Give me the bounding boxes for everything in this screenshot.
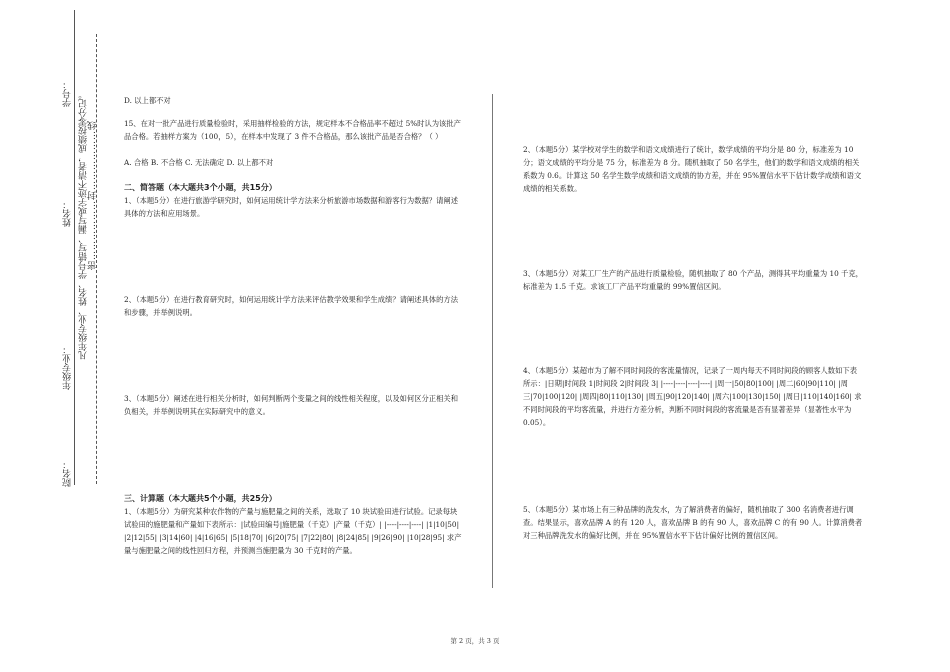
calc-question-4: 4、（本题5分）某超市为了解不同时间段的客流量情况，记录了一周内每天不同时间段的顾客人数如下表所示：|日期|时间段 1|时间段 2|时间段 3| |----|----|----|----| |周一|50|80|100| |周二|60|90|110| |周三|70|100|120| |周四|80|110|130| |周五|90|120|140| |周六|100|130|150| |周日|110|140|160| 求不同时间段的平均客流量，并进行方差分析，判断不同时间段的客流量是否有显著差异（显著性水平为 0.05）。	[523, 366, 862, 427]
calc-question-2: 2、（本题5分）某学校对学生的数学和语文成绩进行了统计，数学成绩的平均分是 80 分，标准差为 10 分；语文成绩的平均分是 75 分，标准差为 8 分。随机抽取了 50 名学生，他们的数学和语文成绩的相关系数为 0.6。计算这 50 名学生数学成绩和语文成绩的协方差，并在 95%置信水平下估计数学成绩和语文成绩的相关系数。	[523, 145, 862, 193]
name-label: 姓名：	[63, 200, 73, 227]
exam-instruction: 凡年级专业、姓名、学号错写、漏写或字迹不清者，成绩按零分记。	[79, 90, 89, 360]
grade-major-label: 年级专业：	[63, 345, 73, 390]
page-number: 第 2 页，共 3 页	[450, 637, 500, 645]
calc-question-3: 3、（本题5分）对某工厂生产的产品进行质量检验，随机抽取了 80 个产品，测得其平均重量为 10 千克，标准差为 1.5 千克。求该工厂产品平均重量的 99%置信区间。	[523, 269, 863, 291]
short-answer-3: 3、（本题5分）阐述在进行相关分析时，如何判断两个变量之间的线性相关程度，以及如何区分正相关和负相关，并举例说明其在实际研究中的意义。	[124, 394, 458, 416]
short-answer-1: 1、（本题5分）在进行旅游学研究时，如何运用统计学方法来分析旅游市场数据和游客行为数据？请阐述具体的方法和应用场景。	[124, 196, 458, 218]
school-label: 院名：	[63, 460, 73, 487]
q15-options: A. 合格 B. 不合格 C. 无法确定 D. 以上都不对	[124, 158, 274, 167]
calc-question-5: 5、（本题5分）某市场上有三种品牌的洗发水，为了解消费者的偏好，随机抽取了 300 名消费者进行调查。结果显示，喜欢品牌 A 的有 120 人，喜欢品牌 B 的有 90 人，喜欢品牌 C 的有 90 人。计算消费者对三种品牌洗发水的偏好比例，并在 95%置信水平下估计偏好比例的置信区间。	[523, 505, 863, 540]
seal-line-text: 密………………封………………线	[88, 120, 98, 270]
student-id-label: 学号：	[63, 80, 73, 107]
section-2-title: 二、简答题（本大题共3个小题，共15分）	[124, 183, 277, 192]
short-answer-2: 2、（本题5分）在进行教育研究时，如何运用统计学方法来评估教学效果和学生成绩？请阐述具体的方法和步骤，并举例说明。	[124, 295, 458, 317]
q14-option-d: D. 以上都不对	[124, 96, 171, 105]
section-3-title: 三、计算题（本大题共5个小题，共25分）	[124, 494, 277, 503]
binding-margin	[0, 0, 110, 672]
q15-stem: 15、在对一批产品进行质量检验时，采用抽样检验的方法，规定样本不合格品率不超过 5%时认为该批产品合格。若抽样方案为（100，5），在样本中发现了 3 件不合格品，那么该批产品是否合格？（ ）	[124, 119, 461, 141]
binding-line	[74, 10, 75, 485]
calc-question-1: 1、（本题5分）为研究某种农作物的产量与施肥量之间的关系，选取了 10 块试验田进行试验。记录每块试验田的施肥量和产量如下表所示：|试验田编号|施肥量（千克）|产量（千克）| |----|----|----| |1|10|50| |2|12|55| |3|14|60| |4|16|65| |5|18|70| |6|20|75| |7|22|80| |8|24|85| |9|26|90| |10|28|95| 求产量与施肥量之间的线性回归方程，并预测当施肥量为 30 千克时的产量。	[124, 507, 462, 555]
column-divider	[492, 94, 493, 588]
